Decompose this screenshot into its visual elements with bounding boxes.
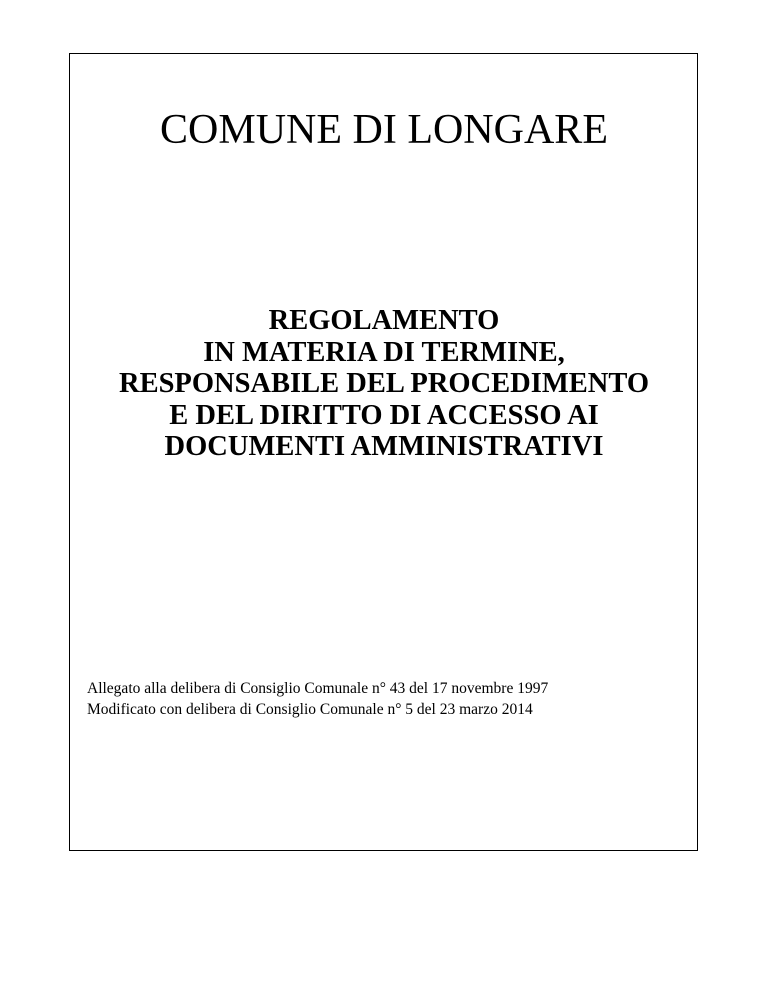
document-title: COMUNE DI LONGARE <box>160 107 608 153</box>
regulation-title-line: IN MATERIA DI TERMINE, <box>203 336 565 368</box>
regulation-title-block <box>0 305 768 463</box>
amendment-note-line: Modificato con delibera di Consiglio Comunale n° 5 del 23 marzo 2014 <box>87 701 533 718</box>
regulation-title-line: REGOLAMENTO <box>268 305 500 336</box>
regulation-title-line: DOCUMENTI AMMINISTRATIVI <box>164 431 604 462</box>
regulation-title-line: RESPONSABILE DEL PROCEDIMENTO <box>118 368 649 399</box>
approval-note-line: Allegato alla delibera di Consiglio Comunale n° 43 del 17 novembre 1997 <box>87 680 549 697</box>
approval-notes <box>87 678 687 720</box>
regulation-title-line: E DEL DIRITTO DI ACCESSO AI <box>169 399 599 431</box>
